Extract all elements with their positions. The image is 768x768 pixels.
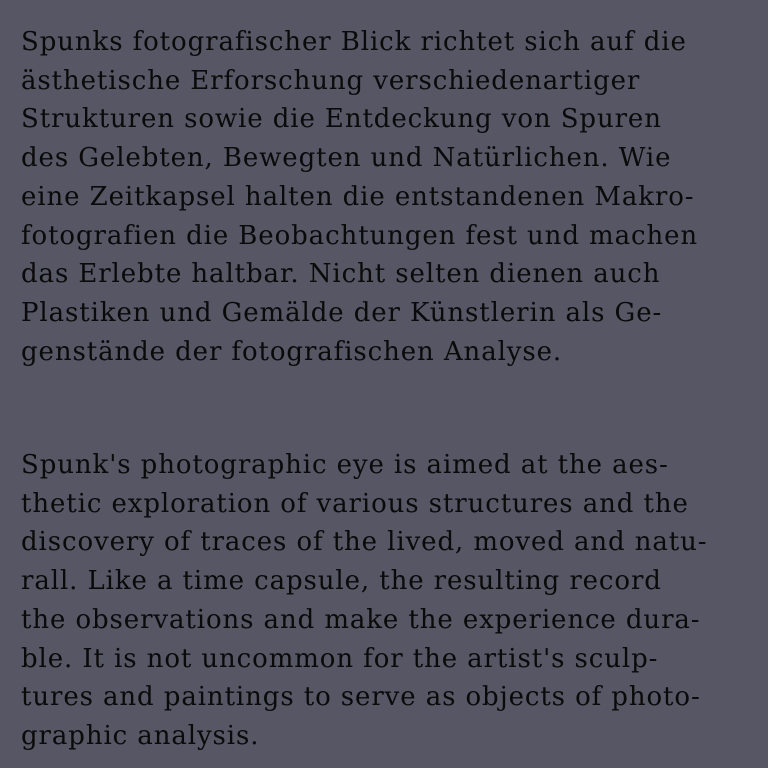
paragraph-english	[21, 446, 707, 756]
text-line: das Erlebte haltbar. Nicht selten dienen auch	[21, 259, 661, 290]
text-line: thetic exploration of various structures and the	[21, 488, 689, 519]
text-line: tures and paintings to serve as objects of photo-	[21, 682, 701, 713]
text-line: Spunk's photographic eye is aimed at the aes-	[21, 450, 669, 480]
text-line: fotografien die Beobachtungen fest und machen	[21, 220, 699, 251]
text-line: ästhetische Erforschung verschiedenartiger	[21, 65, 641, 96]
text-line: Spunks fotografischer Blick richtet sich auf die	[21, 27, 687, 57]
text-line: Plastiken und Gemälde der Künstlerin als Ge-	[21, 297, 663, 328]
text-line: the observations and make the experience dura-	[21, 604, 701, 635]
text-line: Strukturen sowie die Entdeckung von Spuren	[21, 104, 662, 135]
text-line: ble. It is not uncommon for the artist's sculp-	[21, 643, 659, 674]
text-line: rall. Like a time capsule, the resulting record	[21, 566, 662, 597]
text-line: eine Zeitkapsel halten die entstandenen Makro-	[21, 181, 695, 212]
text-line: des Gelebten, Bewegten und Natürlichen. Wie	[21, 143, 672, 174]
text-line: discovery of traces of the lived, moved and natu-	[21, 527, 708, 558]
text-line: graphic analysis.	[21, 720, 260, 751]
paragraph-german	[21, 23, 698, 371]
text-line: genstände der fotografischen Analyse.	[21, 336, 563, 367]
